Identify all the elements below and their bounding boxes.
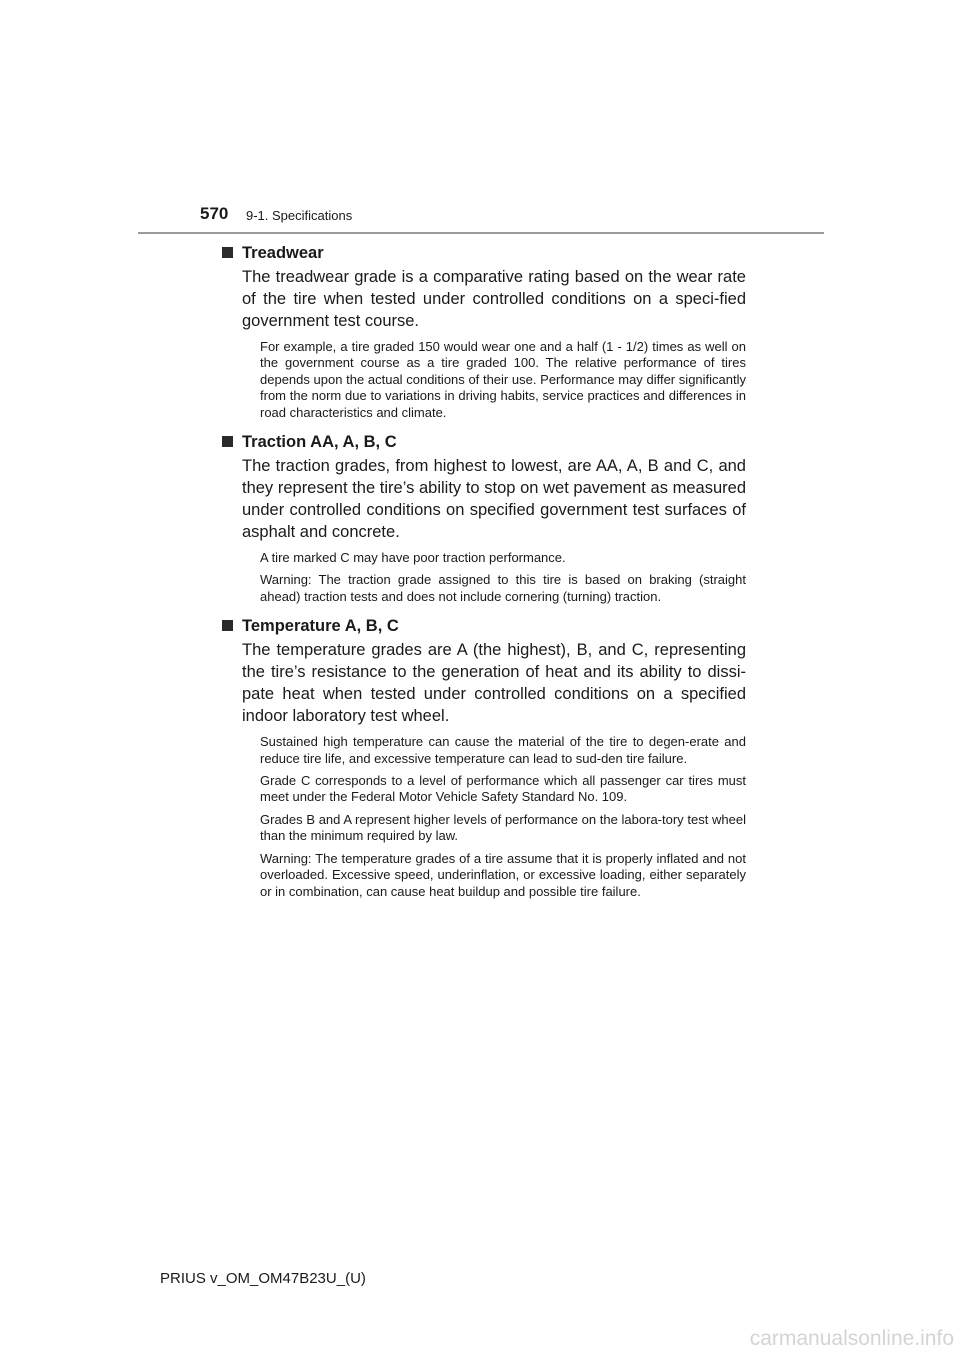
section-treadwear bbox=[222, 242, 746, 421]
section-heading bbox=[222, 242, 746, 264]
heading-text: Temperature A, B, C bbox=[242, 617, 399, 636]
header-divider bbox=[138, 232, 824, 234]
watermark: carmanualsonline.info bbox=[749, 1327, 954, 1350]
note: Sustained high temperature can cause the material of the tire to degen-erate and reduce tire life, and excessive temperature can lead to sud-den tire failure. bbox=[260, 734, 746, 766]
note: Grade C corresponds to a level of performance which all passenger car tires must meet under the Federal Motor Vehicle Safety Standard No. 109. bbox=[260, 773, 746, 805]
section-heading bbox=[222, 431, 746, 453]
document-id: PRIUS v_OM_OM47B23U_(U) bbox=[160, 1270, 366, 1287]
section-traction bbox=[222, 431, 746, 605]
section-title: 9-1. Specifications bbox=[246, 208, 353, 223]
heading-text: Traction AA, A, B, C bbox=[242, 433, 397, 452]
page-number: 570 bbox=[200, 204, 229, 223]
note: Grades B and A represent higher levels of performance on the labora-tory test wheel than the minimum required by law. bbox=[260, 811, 746, 844]
section-notes bbox=[260, 550, 746, 605]
section-body: The temperature grades are A (the highest), B, and C, representing the tire’s resistance to the generation of heat and its ability to dissi-pate heat when tested under controlled conditions on a specified indoor laboratory test wheel. bbox=[242, 641, 746, 726]
square-bullet-icon bbox=[222, 620, 233, 631]
heading-text: Treadwear bbox=[242, 244, 324, 262]
square-bullet-icon bbox=[222, 247, 233, 258]
section-notes bbox=[260, 734, 746, 900]
section-heading bbox=[222, 615, 746, 637]
page-content bbox=[222, 242, 746, 906]
note: Warning: The temperature grades of a tire assume that it is properly inflated and not overloaded. Excessive speed, underinflation, or excessive loading, either separately or in combination, can cause heat buildup and possible tire failure. bbox=[260, 850, 746, 899]
section-temperature bbox=[222, 615, 746, 900]
section-body: The treadwear grade is a comparative rating based on the wear rate of the tire when tested under controlled conditions on a speci-fied government test course. bbox=[242, 268, 746, 330]
note: Warning: The traction grade assigned to this tire is based on braking (straight ahead) traction tests and does not include cornering (turning) traction. bbox=[260, 572, 746, 604]
note: For example, a tire graded 150 would wear one and a half (1 - 1/2) times as well on the government course as a tire graded 100. The relative performance of tires depends upon the actual conditions of their use. Performance may differ significantly from the norm due to variations in driving habits, service practices and differences in road characteristics and climate. bbox=[260, 339, 746, 420]
section-body: The traction grades, from highest to lowest, are AA, A, B and C, and they represent the tire’s ability to stop on wet pavement as measured under controlled conditions on specified government test surfaces of asphalt and concrete. bbox=[242, 457, 746, 542]
section-notes bbox=[260, 339, 746, 421]
note: A tire marked C may have poor traction performance. bbox=[260, 550, 566, 566]
square-bullet-icon bbox=[222, 436, 233, 447]
